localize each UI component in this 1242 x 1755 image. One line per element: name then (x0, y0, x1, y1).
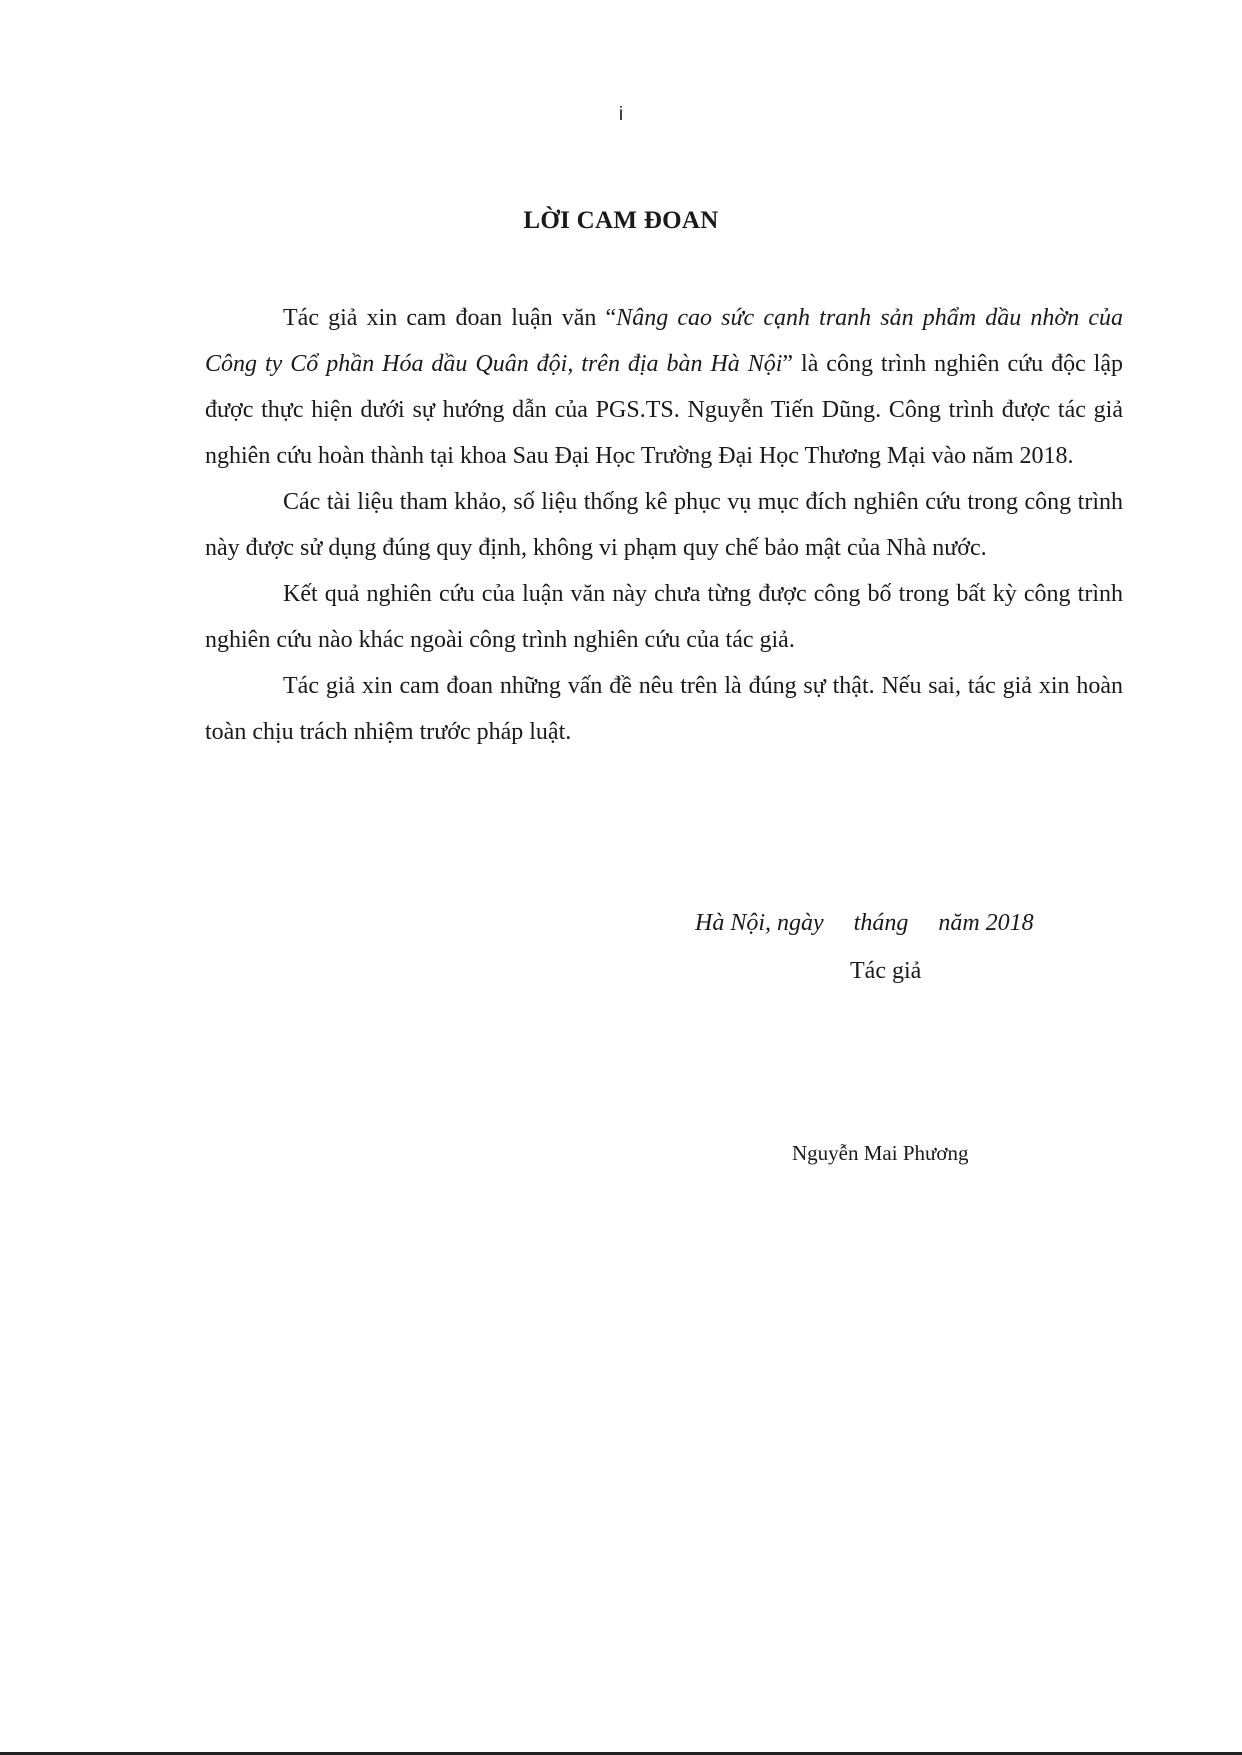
document-title: LỜI CAM ĐOAN (523, 207, 719, 234)
paragraph-1-rest: ” là công trình nghiên cứu độc lập được thực hiện dưới sự hướng dẫn của PGS.TS. Nguyễn Tiến Dũng. Công trình được tác giả nghiên cứu hoàn thành tại khoa Sau Đại Học Trường Đại Học Thương Mại vào năm 2018. (205, 351, 1123, 469)
page-number: i (618, 104, 624, 125)
author-name: Nguyễn Mai Phương (792, 1141, 969, 1165)
paragraph-results: Kết quả nghiên cứu của luận văn này chưa từng được công bố trong bất kỳ công trình nghiên cứu nào khác ngoài công trình nghiên cứu của tác giả. (205, 581, 1123, 653)
paragraph-1-lead: Tác giả xin cam đoan luận văn “ (283, 305, 617, 331)
paragraph-commitment: Tác giả xin cam đoan những vấn đề nêu trên là đúng sự thật. Nếu sai, tác giả xin hoàn toàn chịu trách nhiệm trước pháp luật. (205, 673, 1123, 745)
author-label: Tác giả (850, 958, 922, 984)
paragraph-references: Các tài liệu tham khảo, số liệu thống kê phục vụ mục đích nghiên cứu trong công trình này được sử dụng đúng quy định, không vi phạm quy chế bảo mật của Nhà nước. (205, 489, 1123, 561)
declaration-body (205, 295, 1123, 755)
signature-date-line: Hà Nội, ngày tháng năm 2018 (695, 910, 1034, 936)
thesis-title: Nâng cao sức cạnh tranh sản phẩm dầu nhờn của Công ty Cổ phần Hóa dầu Quân đội, trên địa bàn Hà Nội (205, 305, 1123, 377)
paragraph-thesis-statement (205, 295, 1123, 479)
